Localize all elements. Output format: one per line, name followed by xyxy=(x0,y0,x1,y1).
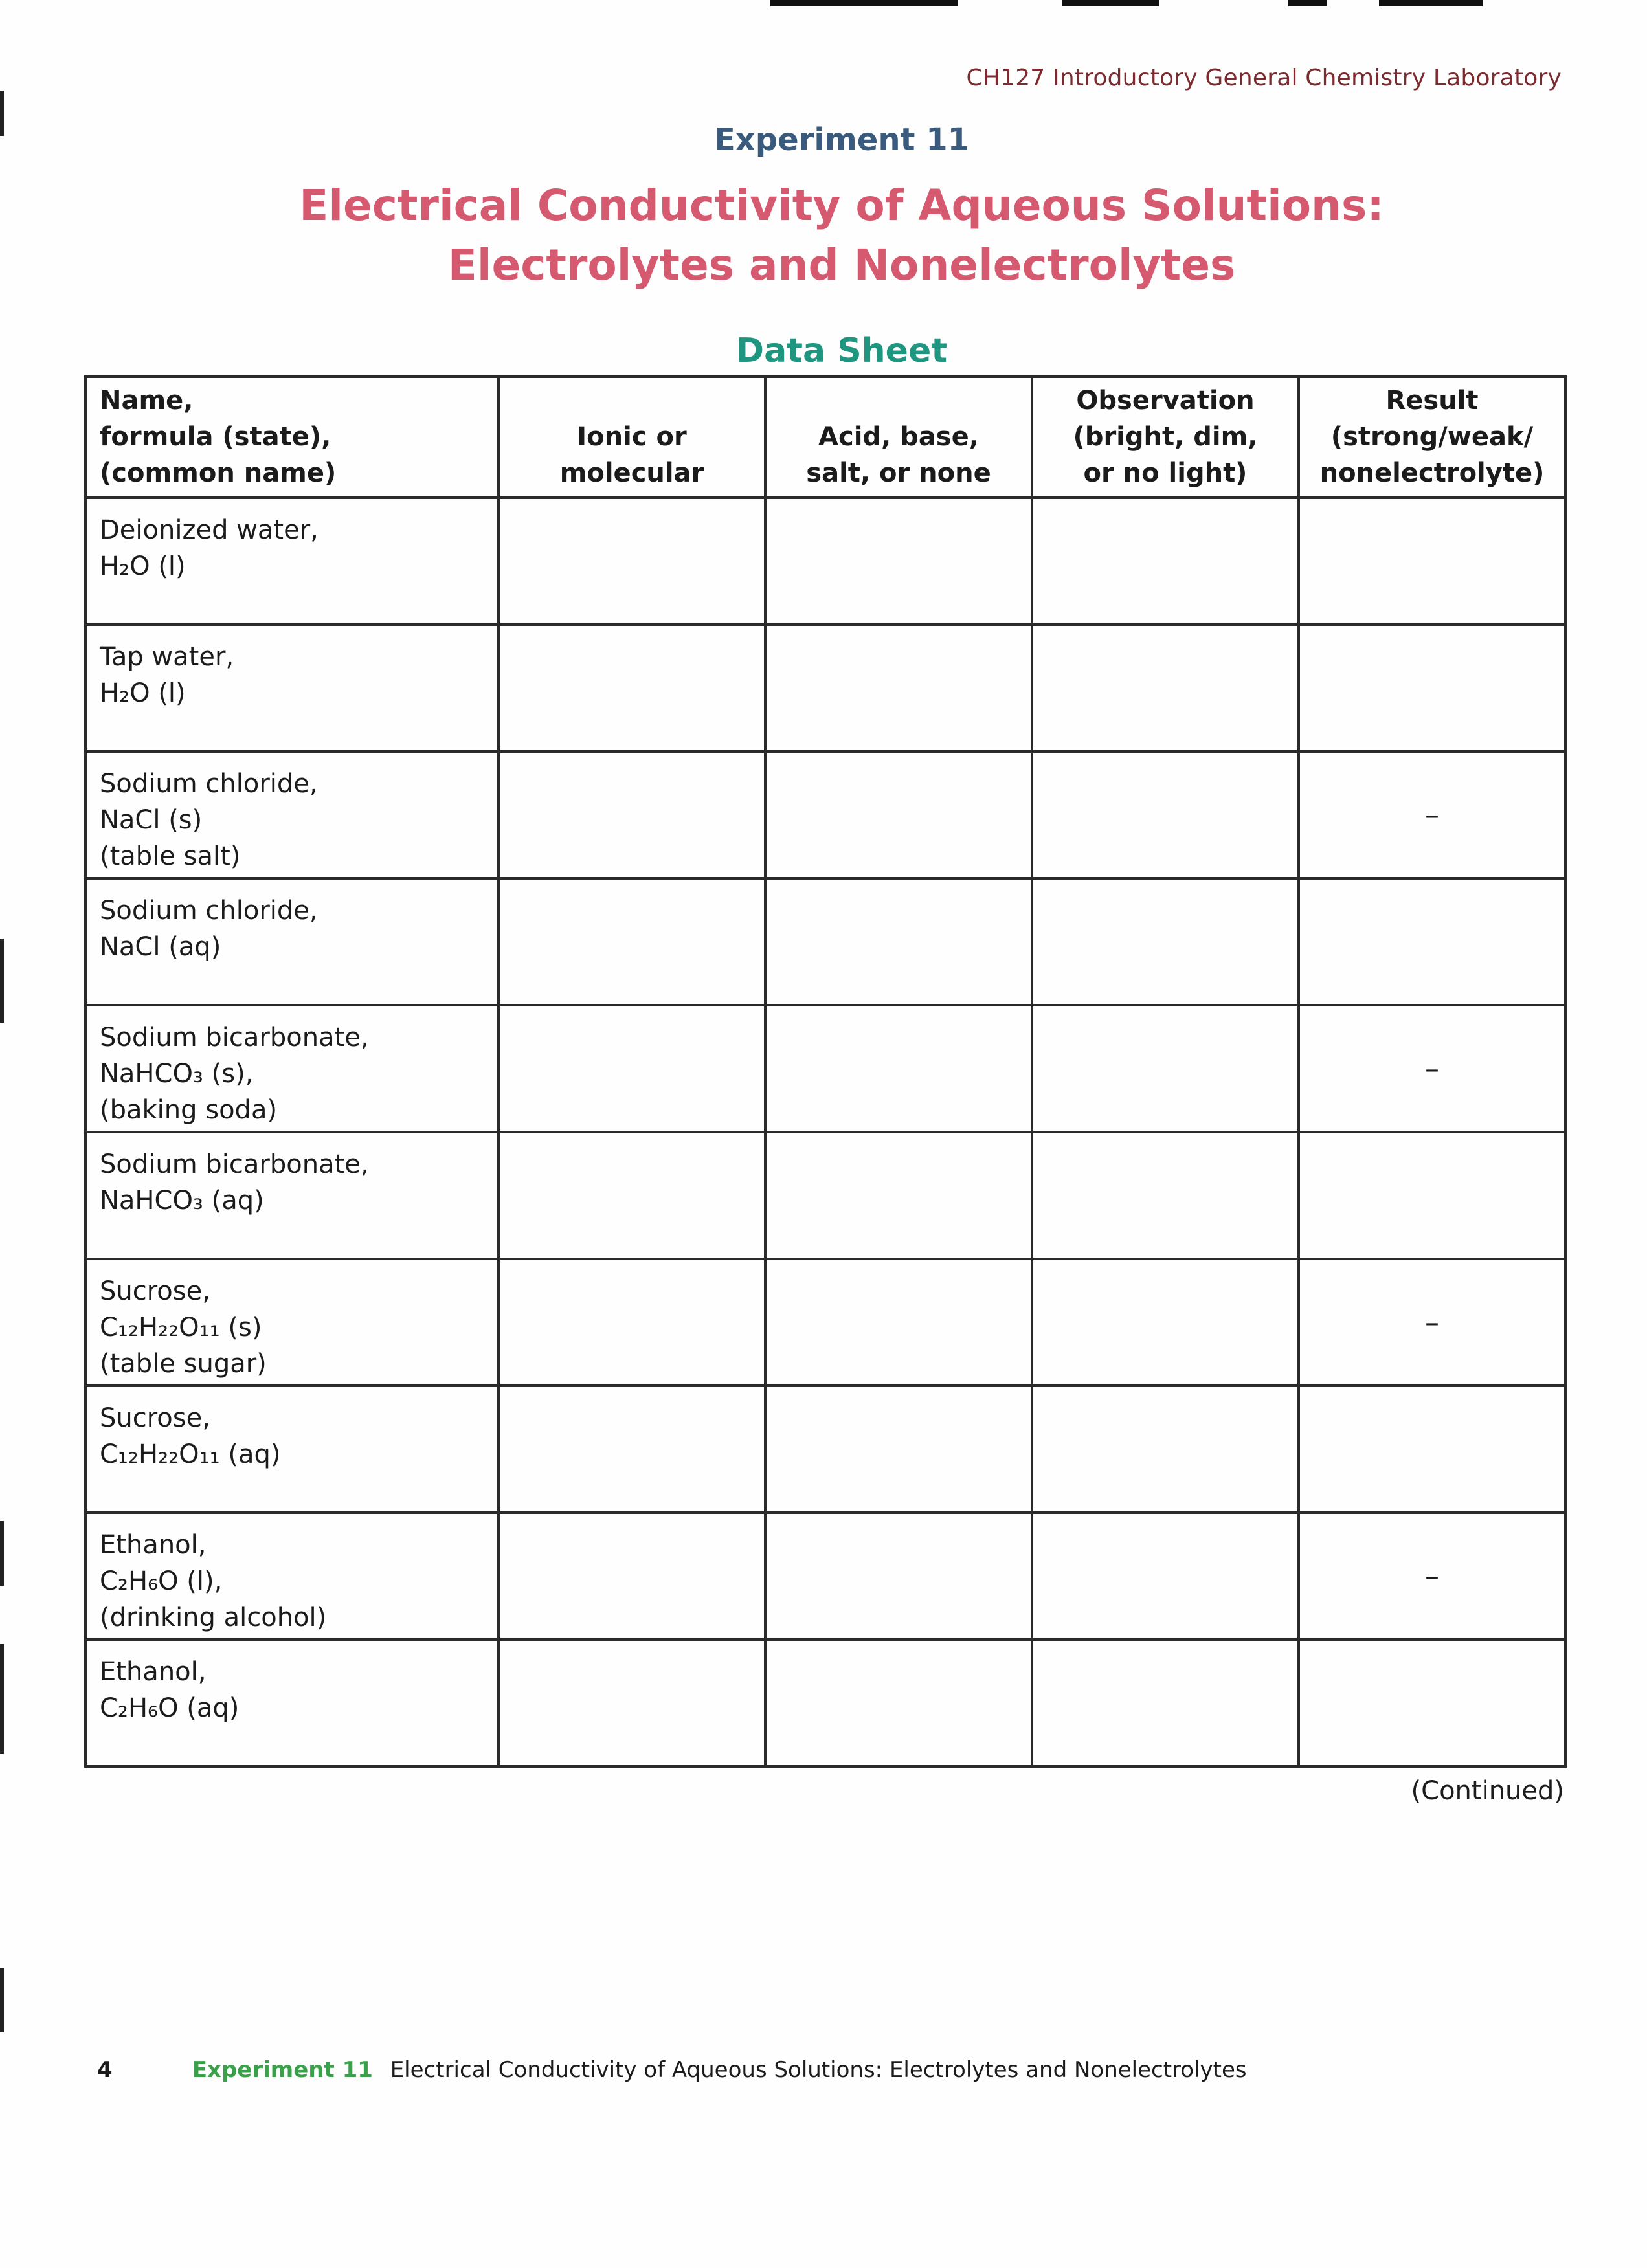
acid-base-cell[interactable] xyxy=(765,1005,1032,1132)
header-text: Result xyxy=(1385,386,1479,416)
table-row xyxy=(85,751,1565,878)
binder-hole-mark xyxy=(0,1968,4,2032)
substance-name: Sucrose, xyxy=(100,1403,210,1433)
substance-label xyxy=(87,1133,497,1219)
substance-common: (table sugar) xyxy=(100,1349,267,1379)
cropped-text-fragment xyxy=(1062,0,1159,6)
cropped-text-fragment xyxy=(1288,0,1327,6)
table-header-row xyxy=(85,377,1565,498)
substance-label xyxy=(87,1641,497,1726)
result-cell[interactable] xyxy=(1299,1640,1565,1766)
substance-name: Sodium chloride, xyxy=(100,769,318,799)
acid-base-cell[interactable] xyxy=(765,751,1032,878)
observation-cell[interactable] xyxy=(1032,1386,1299,1513)
header-text: Observation xyxy=(1076,386,1255,416)
footer-title: Electrical Conductivity of Aqueous Solutions: Electrolytes and Nonelectrolytes xyxy=(390,2057,1247,2083)
observation-cell[interactable] xyxy=(1032,498,1299,625)
acid-base-cell[interactable] xyxy=(765,498,1032,625)
substance-label xyxy=(87,753,497,874)
table-row xyxy=(85,1005,1565,1132)
substance-cell xyxy=(85,1386,499,1513)
ionic-molecular-cell[interactable] xyxy=(499,878,765,1005)
header-acid-base xyxy=(765,377,1032,498)
substance-formula: H₂O (l) xyxy=(100,678,186,708)
result-cell[interactable]: – xyxy=(1299,1005,1565,1132)
substance-common: (baking soda) xyxy=(100,1095,278,1125)
substance-cell xyxy=(85,1005,499,1132)
data-sheet-heading: Data Sheet xyxy=(735,331,948,370)
substance-formula: NaHCO₃ (s), xyxy=(100,1059,254,1089)
substance-cell xyxy=(85,751,499,878)
acid-base-cell[interactable] xyxy=(765,625,1032,751)
result-cell[interactable]: – xyxy=(1299,1259,1565,1386)
observation-cell[interactable] xyxy=(1032,1132,1299,1259)
header-result xyxy=(1299,377,1565,498)
substance-common: (table salt) xyxy=(100,841,241,871)
ionic-molecular-cell[interactable] xyxy=(499,1386,765,1513)
header-text: molecular xyxy=(559,458,704,488)
page-title xyxy=(0,176,1647,295)
result-cell[interactable]: – xyxy=(1299,751,1565,878)
observation-cell[interactable] xyxy=(1032,1259,1299,1386)
observation-cell[interactable] xyxy=(1032,1640,1299,1766)
substance-label xyxy=(87,1514,497,1636)
result-cell[interactable]: – xyxy=(1299,1513,1565,1640)
header-text: (strong/weak/ xyxy=(1330,422,1534,452)
ionic-molecular-cell[interactable] xyxy=(499,1513,765,1640)
table-row xyxy=(85,1386,1565,1513)
substance-label xyxy=(87,626,497,711)
substance-formula: NaCl (s) xyxy=(100,805,203,835)
substance-label xyxy=(87,1260,497,1382)
observation-cell[interactable] xyxy=(1032,751,1299,878)
cropped-text-fragment xyxy=(1379,0,1483,6)
page-number: 4 xyxy=(97,2057,113,2083)
ionic-molecular-cell[interactable] xyxy=(499,625,765,751)
header-observation xyxy=(1032,377,1299,498)
ionic-molecular-cell[interactable] xyxy=(499,1640,765,1766)
table-row xyxy=(85,1513,1565,1640)
table-row xyxy=(85,1259,1565,1386)
ionic-molecular-cell[interactable] xyxy=(499,1259,765,1386)
ionic-molecular-cell[interactable] xyxy=(499,1005,765,1132)
result-cell[interactable] xyxy=(1299,498,1565,625)
substance-label xyxy=(87,1006,497,1128)
acid-base-cell[interactable] xyxy=(765,1640,1032,1766)
header-text: nonelectrolyte) xyxy=(1319,458,1545,488)
experiment-number: Experiment 11 xyxy=(714,122,969,158)
result-cell[interactable] xyxy=(1299,1132,1565,1259)
substance-label xyxy=(87,1387,497,1473)
observation-cell[interactable] xyxy=(1032,1005,1299,1132)
observation-cell[interactable] xyxy=(1032,625,1299,751)
table-row xyxy=(85,1132,1565,1259)
result-cell[interactable] xyxy=(1299,1386,1565,1513)
header-text: or no light) xyxy=(1083,458,1248,488)
ionic-molecular-cell[interactable] xyxy=(499,751,765,878)
table-body xyxy=(85,498,1565,1766)
header-text: (bright, dim, xyxy=(1073,422,1258,452)
substance-formula: C₂H₆O (aq) xyxy=(100,1693,240,1723)
substance-name: Ethanol, xyxy=(100,1657,207,1687)
footer-experiment: Experiment 11 xyxy=(192,2057,373,2083)
observation-cell[interactable] xyxy=(1032,878,1299,1005)
table-row xyxy=(85,625,1565,751)
header-name xyxy=(85,377,499,498)
substance-name: Sodium bicarbonate, xyxy=(100,1023,369,1052)
substance-formula: NaCl (aq) xyxy=(100,932,221,962)
result-cell[interactable] xyxy=(1299,625,1565,751)
substance-formula: NaHCO₃ (aq) xyxy=(100,1186,264,1216)
title-line-2: Electrolytes and Nonelectrolytes xyxy=(447,240,1236,290)
header-text: Ionic or xyxy=(577,422,687,452)
data-table xyxy=(84,375,1567,1768)
continued-note: (Continued) xyxy=(1411,1776,1564,1806)
binder-hole-mark xyxy=(0,939,4,1023)
title-line-1: Electrical Conductivity of Aqueous Solutions: xyxy=(299,181,1384,230)
acid-base-cell[interactable] xyxy=(765,1513,1032,1640)
page-footer xyxy=(97,2057,1247,2083)
table-row xyxy=(85,1640,1565,1766)
result-cell[interactable] xyxy=(1299,878,1565,1005)
acid-base-cell[interactable] xyxy=(765,1386,1032,1513)
substance-cell xyxy=(85,878,499,1005)
binder-hole-mark xyxy=(0,1644,4,1754)
substance-formula: C₁₂H₂₂O₁₁ (aq) xyxy=(100,1440,281,1469)
substance-label xyxy=(87,880,497,965)
acid-base-cell[interactable] xyxy=(765,878,1032,1005)
course-header: CH127 Introductory General Chemistry Laboratory xyxy=(966,65,1562,91)
substance-common: (drinking alcohol) xyxy=(100,1603,327,1632)
substance-cell xyxy=(85,1640,499,1766)
substance-cell xyxy=(85,1513,499,1640)
acid-base-cell[interactable] xyxy=(765,1132,1032,1259)
binder-hole-mark xyxy=(0,1521,4,1586)
substance-formula: H₂O (l) xyxy=(100,551,186,581)
header-text: salt, or none xyxy=(806,458,991,488)
header-text: (common name) xyxy=(100,458,337,488)
substance-name: Ethanol, xyxy=(100,1530,207,1560)
substance-name: Sodium bicarbonate, xyxy=(100,1150,369,1179)
acid-base-cell[interactable] xyxy=(765,1259,1032,1386)
ionic-molecular-cell[interactable] xyxy=(499,498,765,625)
substance-name: Tap water, xyxy=(100,642,234,672)
header-ionic-molecular xyxy=(499,377,765,498)
table-row xyxy=(85,498,1565,625)
observation-cell[interactable] xyxy=(1032,1513,1299,1640)
substance-cell xyxy=(85,1132,499,1259)
substance-name: Deionized water, xyxy=(100,515,319,545)
header-text: Name, xyxy=(100,386,194,416)
table-row xyxy=(85,878,1565,1005)
header-text: formula (state), xyxy=(100,422,331,452)
header-text: Acid, base, xyxy=(818,422,979,452)
cropped-text-fragment xyxy=(770,0,958,6)
substance-name: Sucrose, xyxy=(100,1276,210,1306)
substance-formula: C₁₂H₂₂O₁₁ (s) xyxy=(100,1313,262,1342)
ionic-molecular-cell[interactable] xyxy=(499,1132,765,1259)
substance-cell xyxy=(85,498,499,625)
substance-cell xyxy=(85,625,499,751)
substance-cell xyxy=(85,1259,499,1386)
substance-name: Sodium chloride, xyxy=(100,896,318,926)
substance-label xyxy=(87,499,497,584)
top-cropped-heading xyxy=(0,0,1647,10)
substance-formula: C₂H₆O (l), xyxy=(100,1566,223,1596)
